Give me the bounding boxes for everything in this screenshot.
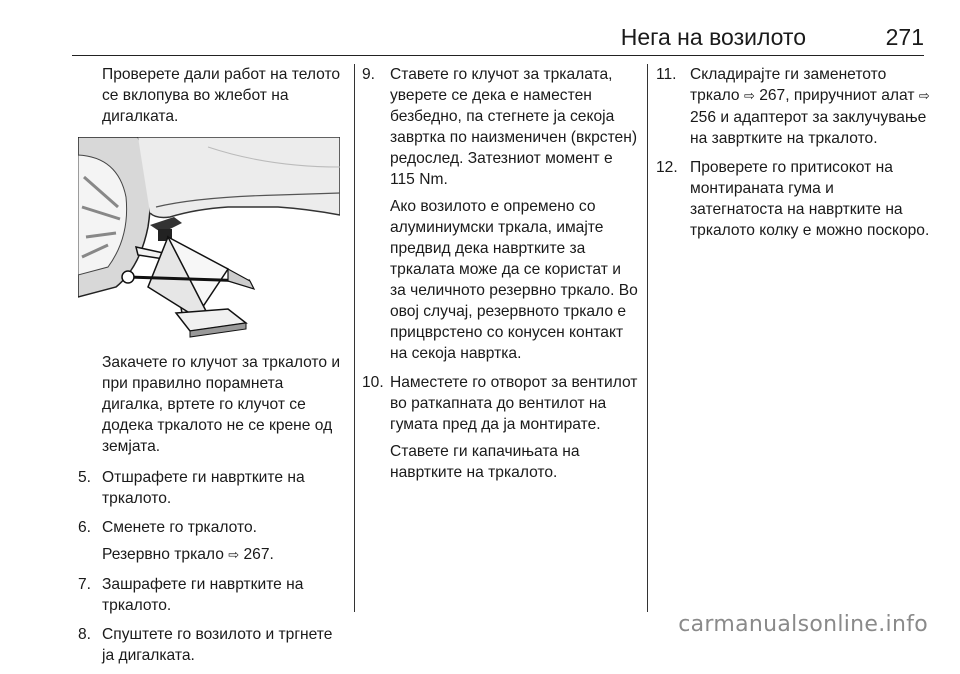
step-subtext [102,544,346,566]
jack-illustration-drawing [78,137,340,342]
step-number: 12. [656,159,678,176]
step-number: 6. [78,519,92,536]
page-number: 271 [885,24,924,50]
column-3 [656,64,930,249]
step-text: Ставете го клучот за тркалата, уверете се дека е наместен безбедно, па стегнете ја секоја завртка по наизменичен (вкрстен) редослед. Затезниот момент е 115 Nm. [390,66,638,188]
header-rule [72,55,924,56]
jack-illustration [78,137,340,342]
step-text: Складирајте ги заменетото тркало [690,66,887,104]
spare-wheel-label: Резервно тркало [102,546,224,563]
step-item [78,624,346,666]
caption-paragraph: Закачете го клучот за тркалото и при правилно порамнета дигалка, вртете го клучот се додека тркалото не се крене од земјата. [102,354,341,455]
column-divider [647,64,648,612]
step-number: 8. [78,626,92,643]
step-text: Сменете го тркалото. [102,519,257,536]
step-item [656,157,930,241]
step-item [362,64,641,364]
ref-arrow-icon[interactable]: ⇨ [228,548,240,563]
page-title: Нега на возилото [620,24,806,50]
ref-arrow-icon[interactable]: ⇨ [918,89,930,104]
step-text: Проверете го притисокот на монтираната гума и затегнатоста на навртките на тркалото колку е можно поскоро. [690,159,930,239]
ref-arrow-icon[interactable]: ⇨ [743,89,755,104]
step-number: 5. [78,469,92,486]
step-subtext: Ставете ги капачињата на навртките на тркалото. [390,443,580,481]
column-divider [354,64,355,612]
step-item [362,372,641,483]
watermark: carmanualsonline.info [678,612,928,637]
step-number: 7. [78,576,92,593]
step-item [78,467,346,509]
step-text: Спуштете го возилото и тргнете ја дигалката. [102,626,333,664]
page-ref[interactable]: 267, приручниот алат [759,87,915,104]
step-number: 11. [656,66,677,83]
step-item [78,517,346,566]
page-ref[interactable]: 267. [243,546,274,563]
page-header [36,24,924,54]
step-subtext: Ако возилото е опремено со алуминиумски тркала, имајте предвид дека навртките за тркалата може да се користат и за челичното резервно тркало. Во овој случај, резервното тркало е прицврстено со конусен контакт на секоја навртка. [390,198,638,362]
intro-paragraph: Проверете дали работ на телото се вклопува во жлебот на дигалката. [102,66,341,125]
step-item [656,64,930,149]
step-text: Зашрафете ги навртките на тркалото. [102,576,304,614]
step-text: Отшрафете ги навртките на тркалото. [102,469,305,507]
step-number: 9. [362,66,376,83]
page-ref[interactable]: 256 и адаптерот за заклучување на завртките на тркалото. [690,109,927,147]
step-item [78,574,346,616]
step-text: Наместете го отворот за вентилот во раткапната до вентилот на гумата пред да ја монтирате. [390,374,638,433]
step-number: 10. [362,374,384,391]
column-2 [362,64,641,491]
column-1 [78,64,346,674]
